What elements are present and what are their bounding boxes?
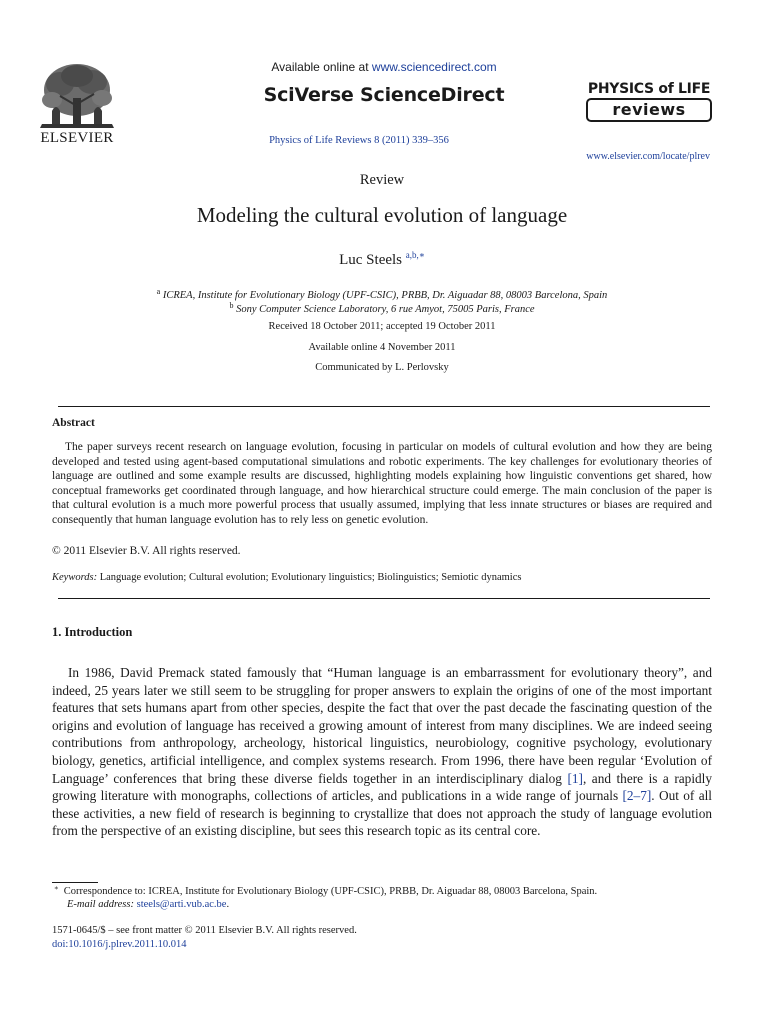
- journal-logo-line2: reviews: [586, 98, 712, 122]
- divider: [58, 598, 710, 599]
- journal-url-link[interactable]: www.elsevier.com/locate/plrev: [586, 151, 710, 162]
- section-heading: 1. Introduction: [52, 625, 133, 639]
- abstract-text: The paper surveys recent research on language evolution, focusing in particular on models of cultural evolution and how they are being developed and tested using agent-based computational simulations and robotic experiments. The key challenges for evolutionary theories of language are outlined and some example results are discussed, highlighting models explaining how linguistic conventions get shared, how conceptual frameworks get coordinated through language, and how hierarchical structure could emerge. The main conclusion of the paper is that cultural evolution is a much more powerful process that usually assumed, implying that less innate structures or biases are required and consequently that human language evolution has to rely less on genetic evolution.: [52, 441, 712, 526]
- sciencedirect-link[interactable]: www.sciencedirect.com: [371, 60, 497, 74]
- affiliation-a: [0, 287, 764, 301]
- email-label: E-mail address:: [67, 899, 134, 910]
- issn-line: 1571-0645/$ – see front matter © 2011 Elsevier B.V. All rights reserved.: [52, 925, 357, 936]
- affiliation-mark: a: [156, 287, 161, 296]
- received-date: Received 18 October 2011; accepted 19 October 2011: [268, 321, 496, 332]
- footnote-mark: ∗: [54, 884, 59, 892]
- email-link[interactable]: steels@arti.vub.ac.be: [136, 899, 227, 910]
- author-name: Luc Steels: [339, 252, 403, 268]
- available-online-line: [0, 60, 768, 74]
- keywords-label: Keywords:: [52, 572, 98, 583]
- affiliation-text: ICREA, Institute for Evolutionary Biology (UPF-CSIC), PRBB, Dr. Aiguadar 88, 08003 Barcelona, Spain: [162, 290, 608, 301]
- journal-logo-line1: PHYSICS of LIFE: [587, 81, 711, 97]
- doi-link[interactable]: doi:10.1016/j.plrev.2011.10.014: [52, 939, 187, 950]
- article-title: Modeling the cultural evolution of language: [196, 203, 568, 227]
- platform-name: SciVerse ScienceDirect: [263, 84, 505, 106]
- email-end: .: [226, 899, 230, 910]
- intro-text: In 1986, David Premack stated famously that “Human language is an embarrassment for evolutionary theory”, and indeed, 25 years later we still seem to be struggling for proper answers to explain the origins of one of the most important features that sets humans apart from other species, despite the fact that over the past decade the fascinating question of the origins and evolution of language has received a growing amount of interest from many disciplines. We are indeed seeing contributions from anthropology, archeology, historical linguistics, neurobiology, cognitive psychology, evolutionary biology, genetics, artificial intelligence, and complex systems research. From 1996, there have been regular ‘Evolution of Language’ conferences that bring these diverse fields together in an interdisciplinary dialog: [52, 665, 712, 786]
- affiliation-mark: b: [229, 301, 234, 310]
- intro-text: , and there is a rapidly growing literature with monographs, collections of articles, and publications in a wide range of journals: [52, 770, 712, 804]
- footnote-divider: [52, 882, 98, 883]
- keywords-list: Language evolution; Cultural evolution; Evolutionary linguistics; Biolinguistics; Semiotic dynamics: [97, 572, 522, 583]
- available-online-date: Available online 4 November 2011: [308, 342, 456, 353]
- abstract-heading: Abstract: [52, 417, 95, 429]
- author-affiliation-marks[interactable]: a,b,∗: [405, 250, 425, 260]
- keywords: [52, 572, 521, 583]
- introduction-paragraph: [52, 664, 712, 840]
- correspondence-footnote: [54, 884, 597, 897]
- publisher-name: ELSEVIER: [40, 130, 114, 146]
- communicated-by: Communicated by L. Perlovsky: [315, 362, 449, 373]
- citation-link[interactable]: [1]: [567, 770, 583, 786]
- author-line: [0, 250, 764, 269]
- citation-link[interactable]: [2–7]: [622, 788, 652, 804]
- divider: [58, 406, 710, 407]
- journal-reference[interactable]: Physics of Life Reviews 8 (2011) 339–356: [269, 135, 449, 146]
- abstract-copyright: © 2011 Elsevier B.V. All rights reserved.: [52, 545, 241, 557]
- article-type: Review: [359, 172, 405, 188]
- email-footnote: [67, 899, 229, 910]
- affiliation-b: [0, 301, 764, 315]
- footnote-text: Correspondence to: ICREA, Institute for Evolutionary Biology (UPF-CSIC), PRBB, Dr. Aiguadar 88, 08003 Barcelona, Spain.: [63, 886, 598, 897]
- affiliation-text: Sony Computer Science Laboratory, 6 rue Amyot, 75005 Paris, France: [236, 304, 535, 315]
- intro-text: . Out of all these activities, a new field of research is beginning to crystallize that does not approach the study of language evolution from the perspective of an existing discipline, but sees this research topic as its central core.: [52, 788, 713, 839]
- available-online-prefix: Available online at: [271, 60, 372, 74]
- journal-logo: [586, 81, 712, 122]
